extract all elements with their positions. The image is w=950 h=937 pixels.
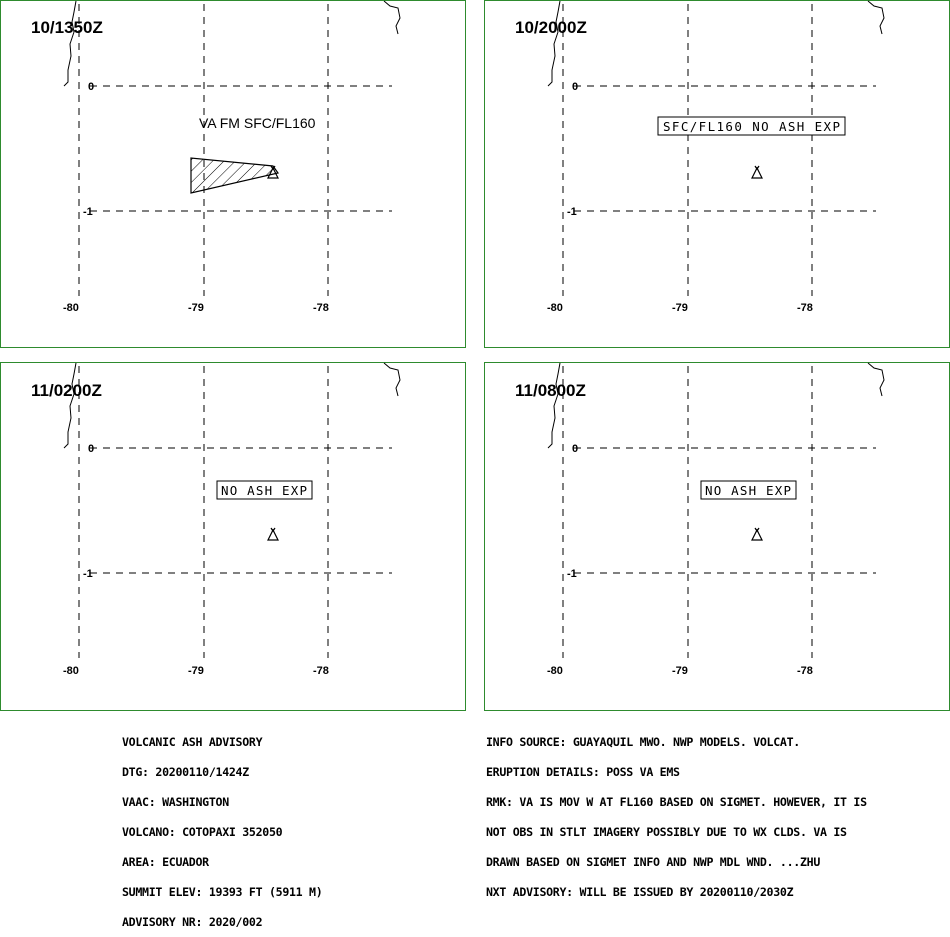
lon-tick-78: -78	[797, 665, 813, 677]
map-panel-2	[484, 0, 950, 349]
advisory-dtg: DTG: 20200110/1424Z	[122, 765, 249, 779]
lat-tick-0: 0	[88, 81, 95, 93]
lat-tick-0: 0	[572, 443, 579, 455]
advisory-title: VOLCANIC ASH ADVISORY	[122, 735, 263, 749]
ash-status-label: SFC/FL160 NO ASH EXP	[663, 119, 840, 134]
lon-tick-80: -80	[547, 302, 563, 314]
forecast-panel-4	[484, 362, 950, 712]
lon-tick-79: -79	[672, 302, 688, 314]
valid-time: 10/1350Z	[31, 18, 103, 37]
ash-layer-label: VA FM SFC/FL160	[199, 115, 316, 131]
forecast-panel-3	[0, 362, 467, 712]
valid-time: 11/0200Z	[31, 381, 102, 400]
remark-line-3: DRAWN BASED ON SIGMET INFO AND NWP MDL WND. ...ZHU	[486, 855, 821, 869]
valid-time: 10/2000Z	[515, 18, 587, 37]
lon-tick-79: -79	[188, 665, 204, 677]
lat-tick-0: 0	[88, 443, 95, 455]
lon-tick-80: -80	[547, 665, 563, 677]
lon-tick-78: -78	[797, 302, 813, 314]
remark-line-2: NOT OBS IN STLT IMAGERY POSSIBLY DUE TO WX CLDS. VA IS	[486, 825, 847, 839]
info-source: INFO SOURCE: GUAYAQUIL MWO. NWP MODELS. VOLCAT.	[486, 735, 800, 749]
advisory-volcano: VOLCANO: COTOPAXI 352050	[122, 825, 283, 839]
lat-tick-0: 0	[572, 81, 579, 93]
ash-status-label: NO ASH EXP	[705, 483, 791, 498]
ash-status-label: NO ASH EXP	[221, 483, 307, 498]
forecast-panel-1	[0, 0, 467, 349]
lon-tick-78: -78	[313, 665, 329, 677]
lon-tick-79: -79	[188, 302, 204, 314]
lat-tick-minus1: -1	[83, 206, 93, 218]
map-panel-4	[484, 362, 950, 712]
eruption-details: ERUPTION DETAILS: POSS VA EMS	[486, 765, 680, 779]
forecast-panel-2	[484, 0, 950, 349]
lat-tick-minus1: -1	[83, 568, 93, 580]
advisory-area: AREA: ECUADOR	[122, 855, 209, 869]
lat-tick-minus1: -1	[567, 206, 577, 218]
next-advisory: NXT ADVISORY: WILL BE ISSUED BY 20200110/2030Z	[486, 885, 794, 899]
lon-tick-78: -78	[313, 302, 329, 314]
lat-tick-minus1: -1	[567, 568, 577, 580]
advisory-vaac: VAAC: WASHINGTON	[122, 795, 229, 809]
lon-tick-80: -80	[63, 665, 79, 677]
advisory-header	[122, 717, 322, 937]
map-panel-1	[0, 0, 467, 349]
remark-line-1: RMK: VA IS MOV W AT FL160 BASED ON SIGMET. HOWEVER, IT IS	[486, 795, 867, 809]
advisory-summit-elev: SUMMIT ELEV: 19393 FT (5911 M)	[122, 885, 323, 899]
advisory-info	[486, 717, 867, 907]
advisory-number: ADVISORY NR: 2020/002	[122, 915, 263, 929]
valid-time: 11/0800Z	[515, 381, 586, 400]
map-panel-3	[0, 362, 467, 712]
lon-tick-80: -80	[63, 302, 79, 314]
lon-tick-79: -79	[672, 665, 688, 677]
